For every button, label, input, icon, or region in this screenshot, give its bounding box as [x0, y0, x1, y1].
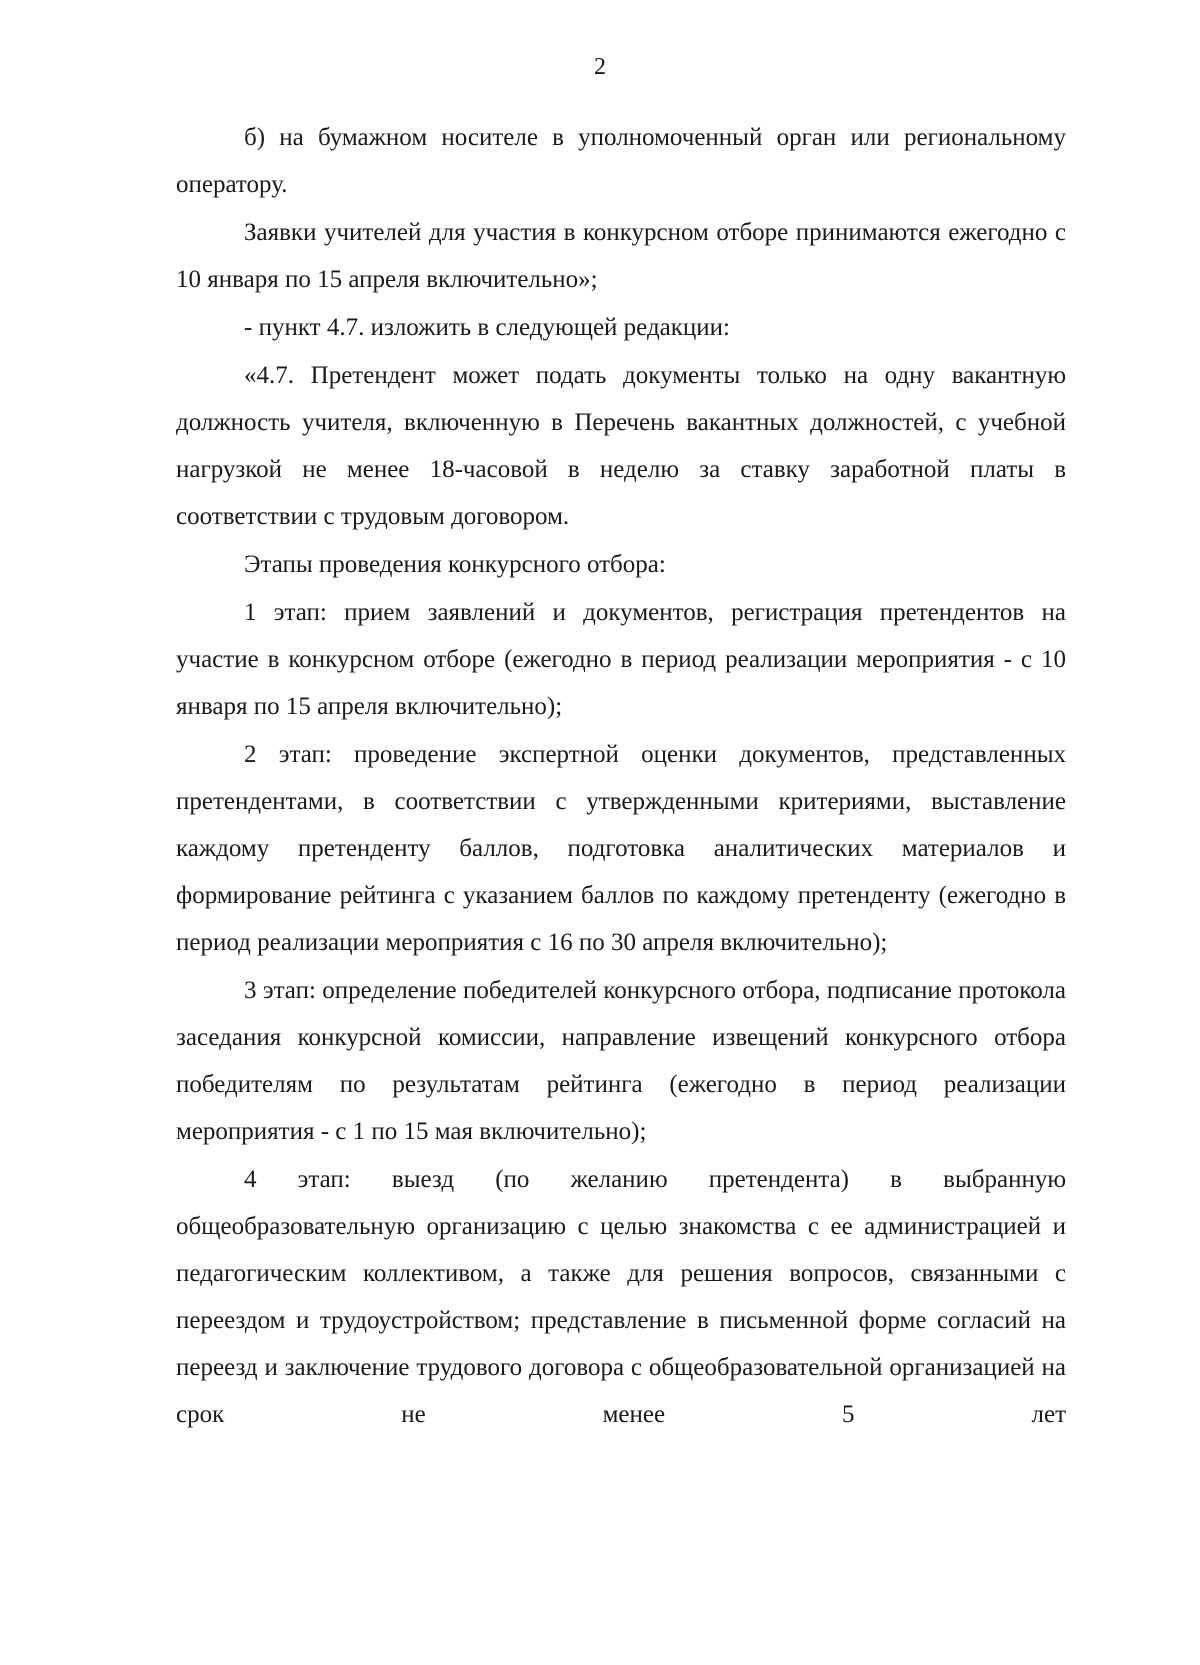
paragraph-stages-heading: Этапы проведения конкурсного отбора: — [244, 551, 666, 578]
paragraph-stage-4: 4 этап: выезд (по желанию претендента) в выбранную общеобразовательную организацию с целью знакомства с ее администрацией и педагогическим коллективом, а также для решения вопросов, связанными с переездом и трудоустройством; представление в письменной форме согласий на переезд и заключение трудового договора с общеобразовательной организацией на срок не менее 5 лет — [176, 1166, 1066, 1428]
paragraph-clause-4-7: «4.7. Претендент может подать документы только на одну вакантную должность учителя, включенную в Перечень вакантных должностей, с учебной нагрузкой не менее 18-часовой в неделю за ставку заработной платы в соответствии с трудовым договором. — [176, 362, 1066, 530]
paragraph-stage-1: 1 этап: прием заявлений и документов, регистрация претендентов на участие в конкурсном отборе (ежегодно в период реализации мероприятия - с 10 января по 15 апреля включительно); — [176, 599, 1066, 720]
paragraph-stage-2: 2 этап: проведение экспертной оценки документов, представленных претендентами, в соответствии с утвержденными критериями, выставление каждому претенденту баллов, подготовка аналитических материалов и формирование рейтинга с указанием баллов по каждому претенденту (ежегодно в период реализации мероприятия с 16 по 30 апреля включительно); — [176, 741, 1066, 956]
paragraph-application-dates: Заявки учителей для участия в конкурсном отборе принимаются ежегодно с 10 января по 15 апреля включительно»; — [176, 219, 1066, 293]
paragraph-paper-submission: б) на бумажном носителе в уполномоченный орган или региональному оператору. — [176, 124, 1066, 198]
paragraph-clause-4-7-intro: - пункт 4.7. изложить в следующей редакции: — [244, 314, 730, 341]
document-body — [176, 114, 1066, 1439]
paragraph-stage-3: 3 этап: определение победителей конкурсного отбора, подписание протокола заседания конкурсной комиссии, направление извещений конкурсного отбора победителям по результатам рейтинга (ежегодно в период реализации мероприятия - с 1 по 15 мая включительно); — [176, 977, 1066, 1145]
page-number: 2 — [594, 54, 606, 80]
